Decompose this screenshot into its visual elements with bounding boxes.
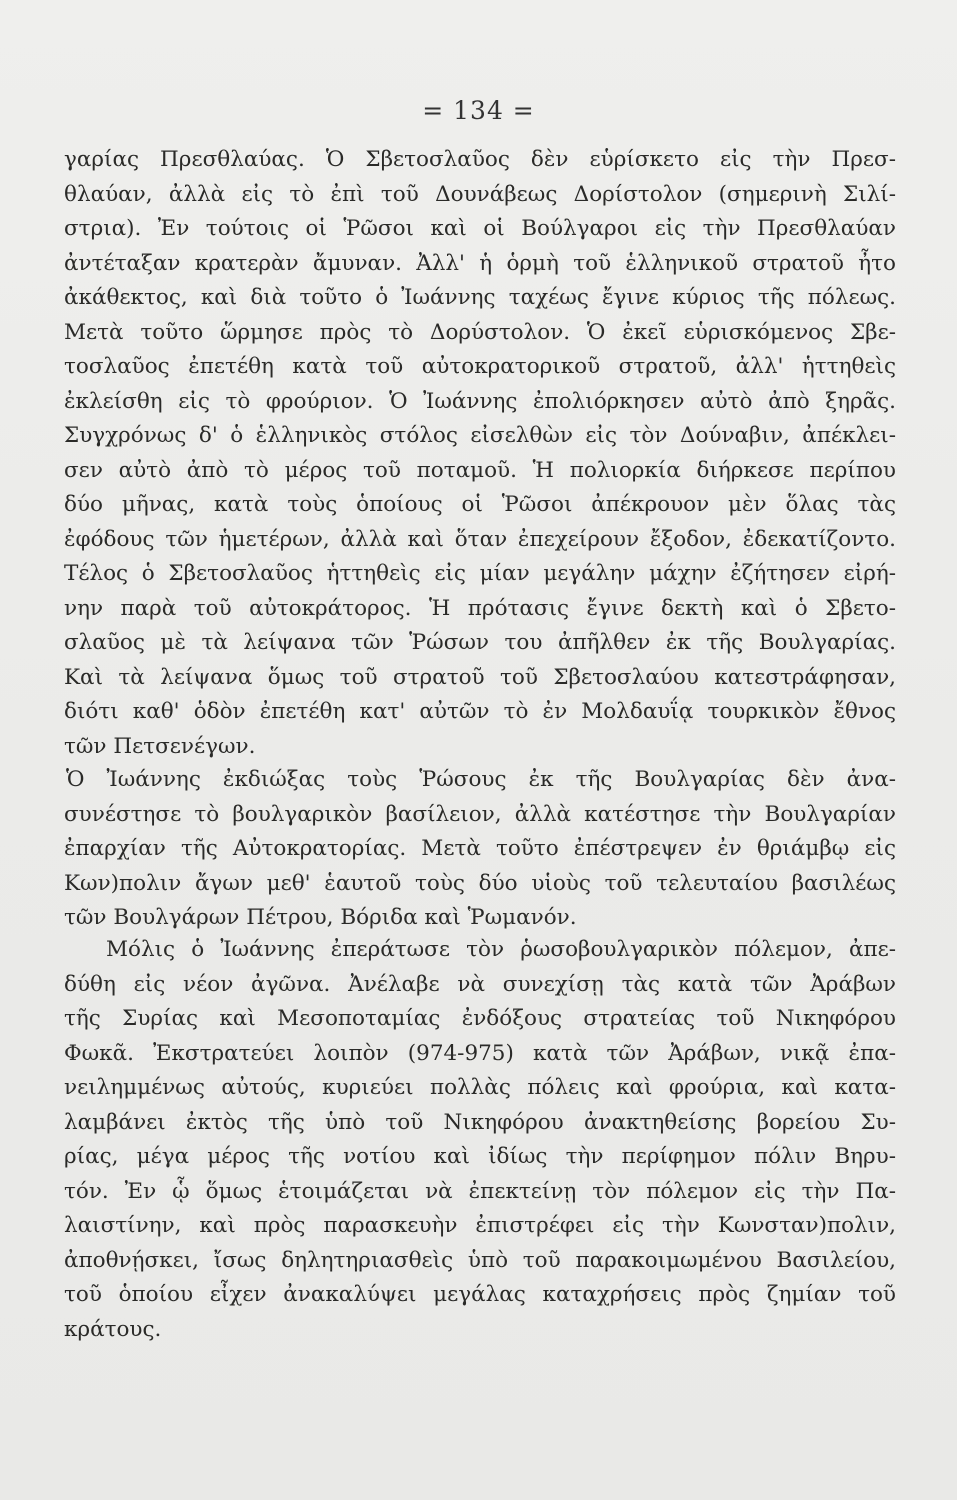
text-line: ἀντέταξαν κρατερὰν ἄμυναν. Ἀλλ' ἡ ὁρμὴ τοῦ ἑλληνικοῦ στρατοῦ ἦτο — [64, 250, 896, 276]
text-line: τοσλαῦος ἐπετέθη κατὰ τοῦ αὐτοκρατορικοῦ στρατοῦ, ἀλλ' ἡττηθεὶς — [64, 354, 896, 379]
text-line: Μετὰ τοῦτο ὥρμησε πρὸς τὸ Δορύστολον. Ὁ ἐκεῖ εὑρισκόμενος Σβε- — [64, 319, 896, 345]
text-line: Φωκᾶ. Ἐκστρατεύει λοιπὸν (974-975) κατὰ τῶν Ἀράβων, νικᾷ ἐπα- — [64, 1040, 896, 1066]
text-line: Κων)πολιν ἄγων μεθ' ἑαυτοῦ τοὺς δύο υἱοὺς τοῦ τελευταίου βασιλέως — [64, 870, 896, 896]
text-line: νειλημμένως αὐτούς, κυριεύει πολλὰς πόλεις καὶ φρούρια, καὶ κατα- — [64, 1075, 896, 1100]
text-line: τόν. Ἐν ᾧ ὅμως ἑτοιμάζεται νὰ ἐπεκτείνῃ τὸν πόλεμον εἰς τὴν Πα- — [64, 1178, 896, 1204]
text-line: Συγχρόνως δ' ὁ ἑλληνικὸς στόλος εἰσελθὼν εἰς τὸν Δούναβιν, ἀπέκλει- — [64, 423, 896, 448]
text-line: Μόλις ὁ Ἰωάννης ἐπεράτωσε τὸν ῥωσοβουλγαρικὸν πόλεμον, ἀπε- — [106, 937, 896, 962]
text-line: ἐκλείσθη εἰς τὸ φρούριον. Ὁ Ἰωάννης ἐπολιόρκησεν αὐτὸ ἀπὸ ξηρᾶς. — [64, 388, 896, 414]
text-line: θλαύαν, ἀλλὰ εἰς τὸ ἐπὶ τοῦ Δουνάβεως Δορίστολον (σημερινὴ Σιλί- — [64, 181, 896, 207]
text-line: σεν αὐτὸ ἀπὸ τὸ μέρος τοῦ ποταμοῦ. Ἡ πολιορκία διήρκεσε περίπου — [64, 457, 896, 483]
text-line: ρίας, μέγα μέρος τῆς νοτίου καὶ ἰδίως τὴν περίφημον πόλιν Βηρυ- — [64, 1144, 896, 1169]
text-line: ἀποθνῄσκει, ἴσως δηλητηριασθεὶς ὑπὸ τοῦ παρακοιμωμένου Βασιλείου, — [64, 1247, 896, 1273]
text-line: λαμβάνει ἐκτὸς τῆς ὑπὸ τοῦ Νικηφόρου ἀνακτηθείσης βορείου Συ- — [64, 1109, 896, 1135]
text-line: δύθη εἰς νέον ἀγῶνα. Ἀνέλαβε νὰ συνεχίσῃ τὰς κατὰ τῶν Ἀράβων — [64, 971, 896, 997]
text-line: νην παρὰ τοῦ αὐτοκράτορος. Ἡ πρότασις ἔγινε δεκτὴ καὶ ὁ Σβετο- — [64, 595, 896, 621]
text-line: τῶν Βουλγάρων Πέτρου, Βόριδα καὶ Ῥωμανόν. — [64, 905, 577, 930]
paragraph-2 — [64, 763, 896, 936]
text-line: τῶν Πετσενέγων. — [64, 733, 256, 759]
text-line: Ὁ Ἰωάννης ἐκδιώξας τοὺς Ῥώσους ἐκ τῆς Βουλγαρίας δὲν ἀνα- — [66, 767, 896, 792]
text-line: στρια). Ἐν τούτοις οἱ Ῥῶσοι καὶ οἱ Βούλγαροι εἰς τὴν Πρεσθλαύαν — [64, 216, 896, 241]
text-line: Τέλος ὁ Σβετοσλαῦος ἡττηθεὶς εἰς μίαν μεγάλην μάχην ἐζήτησεν εἰρή- — [64, 561, 896, 586]
text-line: δύο μῆνας, κατὰ τοὺς ὁποίους οἱ Ῥῶσοι ἀπέκρουον μὲν ὅλας τὰς — [64, 492, 896, 517]
text-line: κράτους. — [64, 1316, 162, 1342]
text-line: διότι καθ' ὁδὸν ἐπετέθη κατ' αὐτῶν τὸ ἐν Μολδαυΐᾳ τουρκικὸν ἔθνος — [64, 699, 896, 724]
text-line: τοῦ ὁποίου εἶχεν ἀνακαλύψει μεγάλας καταχρήσεις πρὸς ζημίαν τοῦ — [64, 1282, 896, 1307]
text-line: ἀκάθεκτος, καὶ διὰ τοῦτο ὁ Ἰωάννης ταχέως ἔγινε κύριος τῆς πόλεως. — [64, 285, 896, 310]
page-number: = 134 = — [422, 96, 535, 125]
text-line: λαιστίνην, καὶ πρὸς παρασκευὴν ἐπιστρέφει εἰς τὴν Κωνσταν)πολιν, — [64, 1213, 896, 1238]
text-line: τῆς Συρίας καὶ Μεσοποταμίας ἐνδόξους στρατείας τοῦ Νικηφόρου — [64, 1006, 896, 1031]
paragraph-1 — [64, 143, 896, 764]
text-line: γαρίας Πρεσθλαύας. Ὁ Σβετοσλαῦος δὲν εὑρίσκετο εἰς τὴν Πρεσ- — [64, 147, 896, 172]
text-line: ἐπαρχίαν τῆς Αὐτοκρατορίας. Μετὰ τοῦτο ἐπέστρεψεν ἐν θριάμβῳ εἰς — [64, 836, 896, 861]
paragraph-3 — [64, 933, 896, 1347]
text-line: συνέστησε τὸ βουλγαρικὸν βασίλειον, ἀλλὰ κατέστησε τὴν Βουλγαρίαν — [64, 801, 896, 827]
text-line: σλαῦος μὲ τὰ λείψανα τῶν Ῥώσων του ἀπῆλθεν ἐκ τῆς Βουλγαρίας. — [64, 630, 896, 655]
text-line: Καὶ τὰ λείψανα ὅμως τοῦ στρατοῦ τοῦ Σβετοσλαύου κατεστράφησαν, — [64, 664, 896, 690]
text-line: ἐφόδους τῶν ἡμετέρων, ἀλλὰ καὶ ὅταν ἐπεχείρουν ἔξοδον, ἐδεκατίζοντο. — [64, 526, 896, 552]
